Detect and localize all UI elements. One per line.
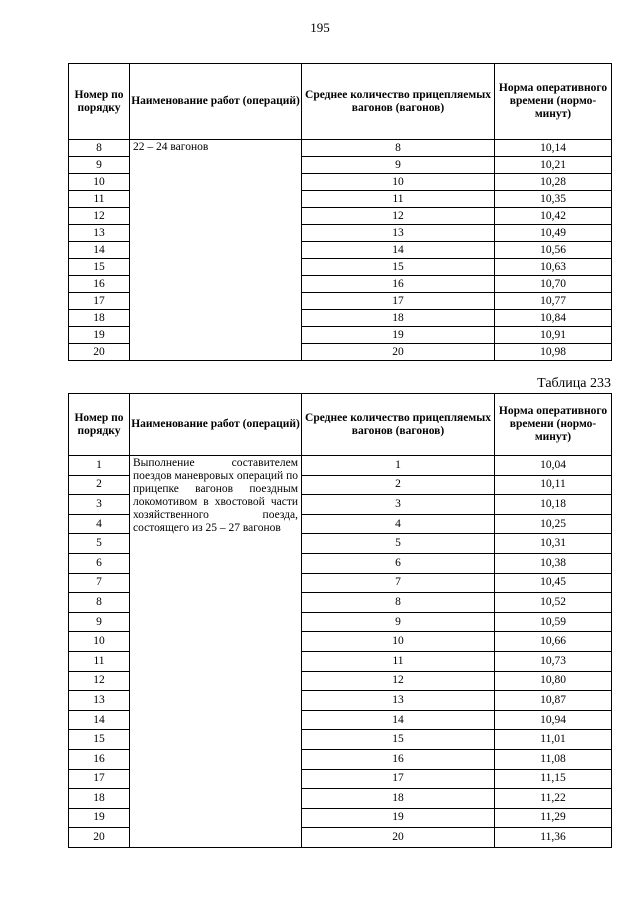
table-caption: Таблица 233: [537, 376, 611, 391]
row-number-cell: 1: [69, 456, 130, 476]
row-number-cell: 5: [69, 534, 130, 554]
norm-cell: 10,04: [495, 456, 612, 476]
norm-cell: 10,28: [495, 174, 612, 191]
operation-cell: Выполнение составителем поездов маневровых операций по прицепке вагонов поездным локомотивом в хвостовой части хозяйственного поезда, состоящего из 25 – 27 вагонов: [130, 456, 302, 848]
header-norm: Норма оперативного времени (нормо-минут): [495, 64, 612, 140]
wagons-cell: 18: [302, 310, 495, 327]
wagons-cell: 6: [302, 553, 495, 573]
norm-cell: 10,91: [495, 327, 612, 344]
norm-cell: 10,18: [495, 495, 612, 515]
norms-table-continued: [68, 63, 612, 361]
wagons-cell: 13: [302, 691, 495, 711]
row-number-cell: 14: [69, 710, 130, 730]
wagons-cell: 5: [302, 534, 495, 554]
wagons-cell: 4: [302, 514, 495, 534]
wagons-cell: 19: [302, 327, 495, 344]
row-number-cell: 18: [69, 789, 130, 809]
row-number-cell: 10: [69, 632, 130, 652]
header-row: [69, 64, 612, 140]
norm-cell: 11,36: [495, 828, 612, 848]
norm-cell: 10,63: [495, 259, 612, 276]
wagons-cell: 19: [302, 808, 495, 828]
wagons-cell: 8: [302, 140, 495, 157]
row-number-cell: 12: [69, 208, 130, 225]
header-operation: Наименование работ (операций): [130, 64, 302, 140]
row-number-cell: 16: [69, 276, 130, 293]
row-number-cell: 13: [69, 225, 130, 242]
norm-cell: 10,98: [495, 344, 612, 361]
row-number-cell: 2: [69, 475, 130, 495]
wagons-cell: 9: [302, 157, 495, 174]
norm-cell: 10,70: [495, 276, 612, 293]
wagons-cell: 7: [302, 573, 495, 593]
norm-cell: 10,45: [495, 573, 612, 593]
norm-cell: 10,52: [495, 593, 612, 613]
norm-cell: 10,73: [495, 651, 612, 671]
table-row: [69, 456, 612, 476]
header-operation: Наименование работ (операций): [130, 394, 302, 456]
wagons-cell: 18: [302, 789, 495, 809]
header-row: [69, 394, 612, 456]
wagons-cell: 14: [302, 242, 495, 259]
header-avg-wagons: Среднее количество прицепляемых вагонов (вагонов): [302, 394, 495, 456]
row-number-cell: 18: [69, 310, 130, 327]
row-number-cell: 8: [69, 140, 130, 157]
row-number-cell: 11: [69, 191, 130, 208]
row-number-cell: 17: [69, 293, 130, 310]
row-number-cell: 17: [69, 769, 130, 789]
wagons-cell: 16: [302, 276, 495, 293]
wagons-cell: 15: [302, 730, 495, 750]
wagons-cell: 3: [302, 495, 495, 515]
norm-cell: 10,11: [495, 475, 612, 495]
norm-cell: 10,94: [495, 710, 612, 730]
wagons-cell: 12: [302, 208, 495, 225]
norm-cell: 11,22: [495, 789, 612, 809]
norm-cell: 10,14: [495, 140, 612, 157]
row-number-cell: 14: [69, 242, 130, 259]
norm-cell: 10,49: [495, 225, 612, 242]
header-avg-wagons: Среднее количество прицепляемых вагонов (вагонов): [302, 64, 495, 140]
operation-cell: 22 – 24 вагонов: [130, 140, 302, 361]
wagons-cell: 10: [302, 174, 495, 191]
norm-cell: 11,29: [495, 808, 612, 828]
norm-cell: 10,87: [495, 691, 612, 711]
row-number-cell: 6: [69, 553, 130, 573]
row-number-cell: 16: [69, 749, 130, 769]
norm-cell: 10,35: [495, 191, 612, 208]
norm-cell: 10,25: [495, 514, 612, 534]
wagons-cell: 2: [302, 475, 495, 495]
norms-table-233: [68, 393, 612, 848]
wagons-cell: 15: [302, 259, 495, 276]
header-norm: Норма оперативного времени (нормо-минут): [495, 394, 612, 456]
wagons-cell: 11: [302, 651, 495, 671]
wagons-cell: 17: [302, 769, 495, 789]
row-number-cell: 20: [69, 828, 130, 848]
wagons-cell: 20: [302, 344, 495, 361]
header-num: Номер по порядку: [69, 394, 130, 456]
row-number-cell: 20: [69, 344, 130, 361]
row-number-cell: 8: [69, 593, 130, 613]
row-number-cell: 4: [69, 514, 130, 534]
wagons-cell: 12: [302, 671, 495, 691]
norm-cell: 10,84: [495, 310, 612, 327]
norm-cell: 10,31: [495, 534, 612, 554]
row-number-cell: 9: [69, 157, 130, 174]
row-number-cell: 15: [69, 730, 130, 750]
norm-cell: 11,08: [495, 749, 612, 769]
wagons-cell: 16: [302, 749, 495, 769]
row-number-cell: 10: [69, 174, 130, 191]
wagons-cell: 11: [302, 191, 495, 208]
wagons-cell: 20: [302, 828, 495, 848]
wagons-cell: 17: [302, 293, 495, 310]
norm-cell: 10,59: [495, 612, 612, 632]
row-number-cell: 11: [69, 651, 130, 671]
table-row: [69, 140, 612, 157]
norm-cell: 10,66: [495, 632, 612, 652]
wagons-cell: 13: [302, 225, 495, 242]
norm-cell: 10,80: [495, 671, 612, 691]
norm-cell: 10,38: [495, 553, 612, 573]
norm-cell: 11,01: [495, 730, 612, 750]
header-num: Номер по порядку: [69, 64, 130, 140]
row-number-cell: 19: [69, 327, 130, 344]
norm-cell: 10,56: [495, 242, 612, 259]
norm-cell: 11,15: [495, 769, 612, 789]
wagons-cell: 9: [302, 612, 495, 632]
norm-cell: 10,21: [495, 157, 612, 174]
row-number-cell: 9: [69, 612, 130, 632]
norm-cell: 10,42: [495, 208, 612, 225]
row-number-cell: 13: [69, 691, 130, 711]
row-number-cell: 12: [69, 671, 130, 691]
page-number: 195: [310, 20, 330, 35]
norm-cell: 10,77: [495, 293, 612, 310]
wagons-cell: 14: [302, 710, 495, 730]
row-number-cell: 15: [69, 259, 130, 276]
row-number-cell: 19: [69, 808, 130, 828]
wagons-cell: 10: [302, 632, 495, 652]
row-number-cell: 7: [69, 573, 130, 593]
wagons-cell: 1: [302, 456, 495, 476]
wagons-cell: 8: [302, 593, 495, 613]
row-number-cell: 3: [69, 495, 130, 515]
